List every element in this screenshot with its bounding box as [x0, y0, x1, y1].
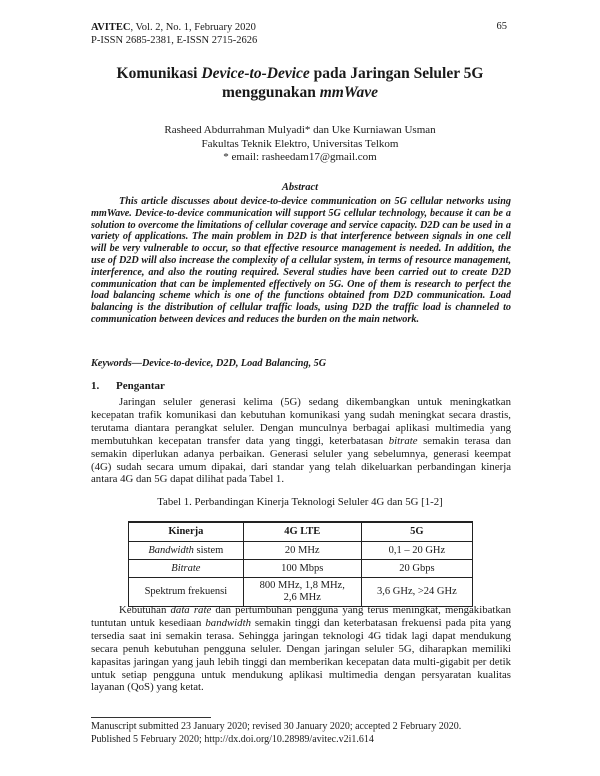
table-header: 4G LTE	[243, 522, 361, 542]
table-header-row	[129, 522, 473, 542]
table-row	[129, 560, 473, 578]
table-cell: 0,1 – 20 GHz	[361, 542, 472, 560]
author-names: Rasheed Abdurrahman Mulyadi* dan Uke Kurniawan Usman	[164, 124, 436, 136]
paragraph-1: Jaringan seluler generasi kelima (5G) sedang dikembangkan untuk meningkatkan kecepatan trafik komunikasi dan kebutuhan komunikasi yang sudah meningkat secara drastis, terutama diantara perangkat seluler. Dengan munculnya berbagai aplikasi multimedia yang membutuhkan kecepatan transfer data yang tinggi, keterbatasan bitrate semakin terasa dan semakin diperlukan adanya perbaikan. Generasi seluler yang sebelumnya, generasi keempat (4G) sudah secara umum dipakai, dari standar yang telah dikeluarkan perbandingan kinerja antara 4G dan 5G dapat dilihat pada Tabel 1.	[91, 396, 511, 486]
keywords: Keywords—Device-to-device, D2D, Load Balancing, 5G	[91, 358, 327, 369]
footnote-line: Published 5 February 2020; http://dx.doi.org/10.28989/avitec.v2i1.614	[91, 733, 374, 745]
table-cell: 100 Mbps	[243, 560, 361, 578]
table-cell: 20 MHz	[243, 542, 361, 560]
abstract-heading: Abstract	[281, 182, 319, 193]
paragraph-2: Kebutuhan data rate dan pertumbuhan pengguna yang terus meningkat, mengakibatkan tuntutan untuk kesediaan bandwidth semakin tinggi dan keterbatasan frekuensi pada pita yang tersedia saat ini semakin terasa. Sehingga jaringan teknologi 4G tidak lagi dapat mendukung secara penuh kebutuhan pengguna seluler. Dengan jaringan seluler 5G, diharapkan memiliki kapasitas jaringan yang jauh lebih tinggi dan memberikan kecepatan data multi-gigabit per detik untuk setiap pengguna untuk mendukung aplikasi multimedia dengan persyaratan kualitas layanan (QoS) yang ketat.	[91, 604, 511, 694]
author-email: * email: rasheedam17@gmail.com	[223, 151, 377, 163]
table-cell: 800 MHz, 1,8 MHz, 2,6 MHz	[243, 578, 361, 607]
table-row	[129, 542, 473, 560]
footnote	[91, 721, 461, 746]
table-cell: 20 Gbps	[361, 560, 472, 578]
comparison-table	[128, 521, 473, 607]
footnote-line: Manuscript submitted 23 January 2020; revised 30 January 2020; accepted 2 February 2020.	[91, 721, 462, 732]
table-caption: Tabel 1. Perbandingan Kinerja Teknologi Seluler 4G dan 5G [1-2]	[157, 496, 443, 508]
author-block	[60, 124, 540, 165]
title-italic: Device-to-Device	[201, 65, 310, 82]
page-number: 65	[496, 21, 507, 32]
volume-info: , Vol. 2, No. 1, February 2020	[130, 22, 256, 33]
section-number: 1.	[91, 380, 100, 392]
table-row	[129, 578, 473, 607]
paper-title: Komunikasi Device-to-Device pada Jaringan Seluler 5G menggunakan mmWave	[116, 65, 484, 101]
section-title: Pengantar	[116, 380, 165, 392]
author-affiliation: Fakultas Teknik Elektro, Universitas Telkom	[201, 137, 399, 150]
table-header: Kinerja	[129, 522, 244, 542]
journal-name: AVITEC	[91, 22, 131, 33]
journal-header	[91, 21, 256, 34]
table-cell: Spektrum frekuensi	[129, 578, 244, 607]
table-header: 5G	[361, 522, 472, 542]
table-cell: 3,6 GHz, >24 GHz	[361, 578, 472, 607]
table-cell: Bitrate	[129, 560, 244, 578]
footnote-rule	[91, 717, 211, 718]
table-cell: Bandwidth sistem	[129, 542, 244, 560]
abstract-text: This article discusses about device-to-device communication on 5G cellular networks using mmWave. Device-to-device communication will support 5G cellular technology, because it can be a solution to overcome the limitations of cellular coverage and service capacity. D2D can be used in a variety of applications. The main problem in D2D is that interference between signals in one cell will be very vulnerable to occur, so that effective resource management is needed. In addition, the use of D2D will also increase the complexity of a cellular system, in terms of resource management, interference, and also the routing required. Several studies have been carried out to create D2D communication that can be implemented effectively on 5G. One of them is research to perfect the load balancing scheme which is one of the functions obtained from D2D communication. Load balancing is the distribution of cellular traffic loads, using D2D the traffic load is channeled to communication between devices and reduces the burden on the main network.	[91, 196, 511, 325]
issn-line: P-ISSN 2685-2381, E-ISSN 2715-2626	[91, 35, 258, 46]
section-heading	[91, 380, 165, 392]
